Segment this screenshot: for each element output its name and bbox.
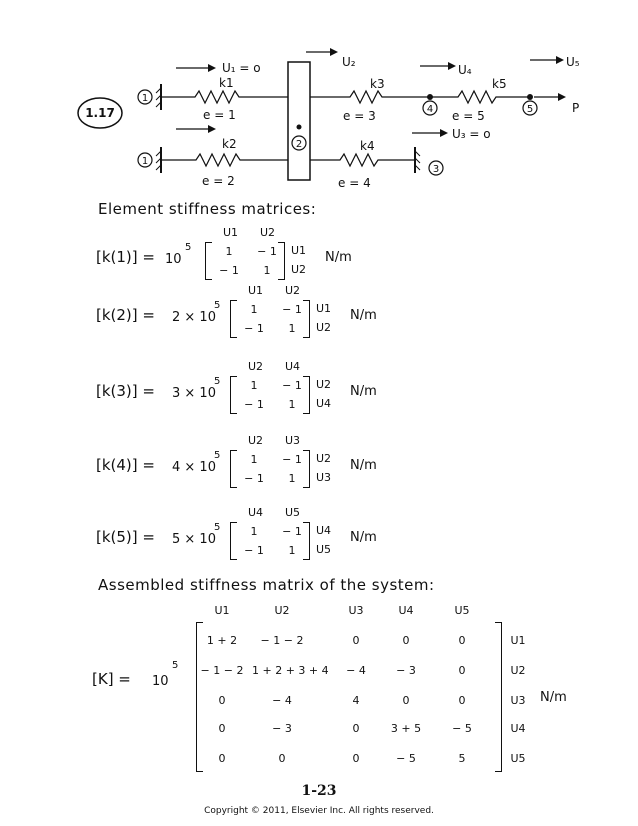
copyright: Copyright © 2011, Elsevier Inc. All rights reserved. [204,806,434,816]
element-1-cell-3: 1 [263,264,271,277]
element-4-col-2: U3 [285,434,301,447]
element-1-cell-1: − 1 [257,245,277,258]
element-3-cell-2: − 1 [244,398,264,411]
rigid-bar [288,62,310,180]
element-3-bracket-right [303,376,310,414]
assembled-col-0: U1 [214,604,230,617]
element-2-exponent: 5 [214,300,221,311]
assembled-cell-1-4: 0 [458,664,466,677]
spring-k3 [310,91,430,103]
element-4-bracket-left [230,450,237,488]
element-3-col-1: U2 [248,360,264,373]
element-2-col-2: U2 [285,284,301,297]
element-5-cell-3: 1 [288,544,296,557]
assembled-label: [K] = [92,670,131,688]
element-stiffness-heading: Element stiffness matrices: [98,200,317,218]
element-1-label: [k(1)] = [96,248,155,266]
assembled-row-3: U4 [510,722,526,735]
k4-label: k4 [360,139,375,153]
element-2-row-2: U2 [316,321,332,334]
element-5-matrix [230,522,310,560]
element-3-matrix [230,376,310,414]
element-1-unit: N/m [325,250,352,265]
element-5-cell-2: − 1 [244,544,264,557]
assembled-cell-0-3: 0 [402,634,410,647]
assembled-col-3: U4 [398,604,414,617]
element-2-cell-3: 1 [288,322,296,335]
element-5-bracket-left [230,522,237,560]
element-2-matrix [230,300,310,338]
element-4-row-2: U3 [316,471,332,484]
element-1-exponent: 5 [185,242,192,253]
assembled-cell-2-2: 4 [352,694,360,707]
assembled-cell-2-0: 0 [218,694,226,707]
assembled-exponent: 5 [172,660,179,671]
page-number: 1-23 [301,783,337,799]
element-5-exponent: 5 [214,522,221,533]
assembled-cell-0-0: 1 + 2 [206,634,238,647]
assembled-col-2: U3 [348,604,364,617]
element-4-factor: 4 × 10 [172,460,216,475]
e1-label: e = 1 [203,108,236,122]
e3-label: e = 3 [343,109,376,123]
element-4-cell-1: − 1 [282,453,302,466]
assembled-cell-1-3: − 3 [396,664,416,677]
element-2-cell-0: 1 [250,303,258,316]
element-2-bracket-right [303,300,310,338]
disp-u3-label: U₃ = o [452,127,491,141]
element-3-bracket-left [230,376,237,414]
node-1-top-label: 1 [141,93,149,104]
spring-k4 [310,154,415,166]
assembled-cell-3-3: 3 + 5 [390,722,422,735]
element-2-cell-2: − 1 [244,322,264,335]
assembled-cell-2-1: − 4 [272,694,292,707]
node-1-bottom-label: 1 [141,156,149,167]
element-4-exponent: 5 [214,450,221,461]
assembled-cell-4-1: 0 [278,752,286,765]
element-3-cell-0: 1 [250,379,258,392]
element-2-unit: N/m [350,308,377,323]
element-3-unit: N/m [350,384,377,399]
element-2-col-1: U1 [248,284,264,297]
element-1-cell-0: 1 [225,245,233,258]
element-5-factor: 5 × 10 [172,532,216,547]
element-1-bracket-right [278,242,285,280]
assembled-factor: 10 [152,674,169,689]
assembled-cell-0-1: − 1 − 2 [260,634,304,647]
assembled-cell-2-3: 0 [402,694,410,707]
element-1-factor: 10 [165,252,182,267]
element-1-col-1: U1 [223,226,239,239]
disp-u1-label: U₁ = o [222,61,261,75]
assembled-cell-4-4: 5 [458,752,466,765]
problem-number: 1.17 [85,106,115,120]
assembled-cell-3-4: − 5 [452,722,472,735]
element-5-col-2: U5 [285,506,301,519]
assembled-cell-0-4: 0 [458,634,466,647]
element-2-bracket-left [230,300,237,338]
node-2-label: 2 [295,139,303,150]
e5-label: e = 5 [452,109,485,123]
element-1-bracket-left [205,242,212,280]
element-3-cell-1: − 1 [282,379,302,392]
element-4-matrix [230,450,310,488]
k5-label: k5 [492,77,507,91]
element-4-unit: N/m [350,458,377,473]
element-5-col-1: U4 [248,506,264,519]
element-1-matrix [205,242,285,280]
k1-label: k1 [219,76,234,90]
element-4-bracket-right [303,450,310,488]
element-2-cell-1: − 1 [282,303,302,316]
element-2-row-1: U1 [316,302,332,315]
element-1-cell-2: − 1 [219,264,239,277]
element-1-col-2: U2 [260,226,276,239]
node-3-label: 3 [432,164,440,175]
element-4-cell-2: − 1 [244,472,264,485]
element-3-col-2: U4 [285,360,301,373]
spring-k1 [161,91,288,103]
element-2-factor: 2 × 10 [172,310,216,325]
element-5-bracket-right [303,522,310,560]
node-4-label: 4 [426,104,434,115]
assembled-cell-1-1: 1 + 2 + 3 + 4 [252,664,329,677]
element-3-exponent: 5 [214,376,221,387]
e4-label: e = 4 [338,176,371,190]
element-5-row-1: U4 [316,524,332,537]
assembled-col-1: U2 [274,604,290,617]
disp-u2-label: U₂ [342,55,356,69]
assembled-row-4: U5 [510,752,526,765]
element-5-cell-1: − 1 [282,525,302,538]
assembled-cell-2-4: 0 [458,694,466,707]
element-3-row-1: U2 [316,378,332,391]
element-4-cell-3: 1 [288,472,296,485]
assembled-cell-3-2: 0 [352,722,360,735]
assembled-cell-3-0: 0 [218,722,226,735]
element-5-label: [k(5)] = [96,528,155,546]
element-1-row-2: U2 [291,263,307,276]
element-4-label: [k(4)] = [96,456,155,474]
spring-system-diagram [0,0,638,200]
assembled-bracket-right [495,622,502,772]
element-5-cell-0: 1 [250,525,258,538]
element-4-col-1: U2 [248,434,264,447]
element-2-label: [k(2)] = [96,306,155,324]
element-3-label: [k(3)] = [96,382,155,400]
disp-u5-label: U₅ [566,55,580,69]
load-p-label: P [572,101,580,115]
assembled-row-1: U2 [510,664,526,677]
element-3-factor: 3 × 10 [172,386,216,401]
assembled-cell-1-2: − 4 [346,664,366,677]
assembled-col-4: U5 [454,604,470,617]
spring-k5 [430,91,530,103]
k3-label: k3 [370,77,385,91]
element-1-row-1: U1 [291,244,307,257]
element-4-row-1: U2 [316,452,332,465]
assembled-row-0: U1 [510,634,526,647]
assembled-row-2: U3 [510,694,526,707]
e2-label: e = 2 [202,174,235,188]
spring-k2 [161,154,288,166]
assembled-cell-0-2: 0 [352,634,360,647]
element-5-row-2: U5 [316,543,332,556]
assembled-cell-1-0: − 1 − 2 [200,664,244,677]
k2-label: k2 [222,137,237,151]
assembled-cell-4-3: − 5 [396,752,416,765]
element-5-unit: N/m [350,530,377,545]
element-3-row-2: U4 [316,397,332,410]
assembled-stiffness-heading: Assembled stiffness matrix of the system: [98,576,435,594]
node-5-label: 5 [526,104,534,115]
assembled-cell-4-2: 0 [352,752,360,765]
element-4-cell-0: 1 [250,453,258,466]
assembled-cell-4-0: 0 [218,752,226,765]
assembled-cell-3-1: − 3 [272,722,292,735]
disp-u4-label: U₄ [458,63,472,77]
element-3-cell-3: 1 [288,398,296,411]
assembled-unit: N/m [540,690,567,705]
